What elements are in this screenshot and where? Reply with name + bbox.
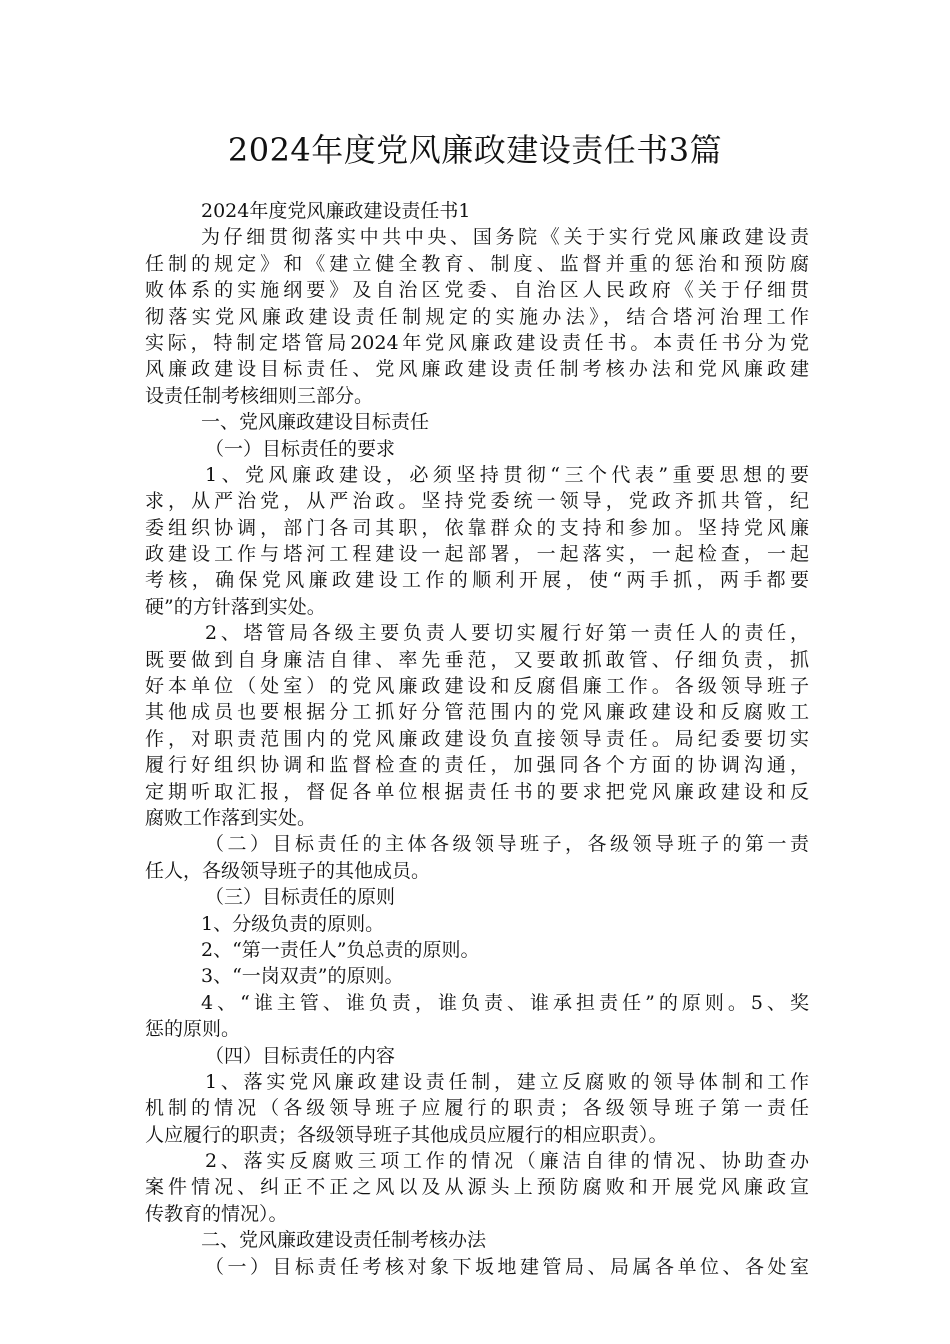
paragraph-line: 惩的原则。: [145, 1018, 241, 1041]
document-body: [145, 198, 809, 1280]
paragraph-line: 定期听取汇报，督促各单位根据责任书的要求把党风廉政建设和反: [145, 780, 809, 803]
paragraph-line: 风廉政建设目标责任、党风廉政建设责任制考核办法和党风廉政建: [145, 358, 809, 381]
paragraph-line: 求，从严治党，从严治政。坚持党委统一领导，党政齐抓共管，纪: [145, 490, 809, 513]
paragraph-line: 1、落实党风廉政建设责任制，建立反腐败的领导体制和工作: [205, 1070, 809, 1093]
subsection-heading: （四）目标责任的内容: [205, 1044, 396, 1067]
paragraph-line: 2、塔管局各级主要负责人要切实履行好第一责任人的责任，: [205, 622, 809, 645]
paragraph-line: 机制的情况（各级领导班子应履行的职责；各级领导班子第一责任: [145, 1097, 809, 1120]
list-item: 3、“一岗双责”的原则。: [201, 965, 404, 988]
paragraph-line: 作，对职责范围内的党风廉政建设负直接领导责任。局纪委要切实: [145, 727, 809, 750]
paragraph-line: 任人，各级领导班子的其他成员。: [145, 859, 431, 882]
paragraph-line: 设责任制考核细则三部分。: [145, 384, 374, 407]
paragraph-line: 传教育的情况）。: [145, 1202, 288, 1225]
paragraph-line: 考核，确保党风廉政建设工作的顺利开展，使“两手抓，两手都要: [145, 569, 809, 592]
section-heading: 2024年度党风廉政建设责任书1: [201, 200, 471, 222]
paragraph-line: 好本单位（处室）的党风廉政建设和反腐倡廉工作。各级领导班子: [145, 675, 809, 698]
paragraph-line: （二）目标责任的主体各级领导班子，各级领导班子的第一责: [205, 833, 809, 856]
paragraph-line: （一）目标责任考核对象下坂地建管局、局属各单位、各处室: [205, 1255, 809, 1278]
paragraph-line: 委组织协调，部门各司其职，依靠群众的支持和参加。坚持党风廉: [145, 516, 809, 539]
paragraph-line: 履行好组织协调和监督检查的责任，加强同各个方面的协调沟通，: [145, 754, 809, 777]
section-heading: 一、党风廉政建设目标责任: [201, 411, 430, 434]
paragraph-line: 政建设工作与塔河工程建设一起部署，一起落实，一起检查，一起: [145, 543, 809, 566]
paragraph-line: 1、党风廉政建设，必须坚持贯彻“三个代表”重要思想的要: [205, 463, 809, 486]
paragraph-line: 彻落实党风廉政建设责任制规定的实施办法》，结合塔河治理工作: [145, 305, 809, 328]
list-item: 2、“第一责任人”负总责的原则。: [201, 938, 480, 961]
paragraph-line: 人应履行的职责；各级领导班子其他成员应履行的相应职责）。: [145, 1123, 668, 1146]
paragraph-line: 2、落实反腐败三项工作的情况（廉洁自律的情况、协助查办: [205, 1150, 809, 1173]
paragraph-line: 既要做到自身廉洁自律、率先垂范，又要敢抓敢管、仔细负责，抓: [145, 648, 809, 671]
paragraph-line: 腐败工作落到实处。: [145, 806, 317, 829]
paragraph-line: 为仔细贯彻落实中共中央、国务院《关于实行党风廉政建设责: [201, 226, 809, 249]
paragraph-line: 硬”的方针落到实处。: [145, 595, 326, 618]
paragraph-line: 其他成员也要根据分工抓好分管范围内的党风廉政建设和反腐败工: [145, 701, 809, 724]
paragraph-line: 案件情况、纠正不正之风以及从源头上预防腐败和开展党风廉政宣: [145, 1176, 809, 1199]
document-title: 2024年度党风廉政建设责任书3篇: [227, 131, 723, 169]
list-item: 4、“谁主管、谁负责，谁负责、谁承担责任”的原则。5、奖: [201, 991, 809, 1014]
list-item: 1、分级负责的原则。: [201, 912, 385, 935]
paragraph-line: 实际，特制定塔管局2024年党风廉政建设责任书。本责任书分为党: [145, 331, 809, 354]
subsection-heading: （一）目标责任的要求: [205, 437, 396, 460]
section-heading: 二、党风廉政建设责任制考核办法: [201, 1229, 487, 1252]
subsection-heading: （三）目标责任的原则: [205, 886, 396, 909]
paragraph-line: 任制的规定》和《建立健全教育、制度、监督并重的惩治和预防腐: [145, 252, 809, 275]
paragraph-line: 败体系的实施纲要》及自治区党委、自治区人民政府《关于仔细贯: [145, 279, 809, 302]
